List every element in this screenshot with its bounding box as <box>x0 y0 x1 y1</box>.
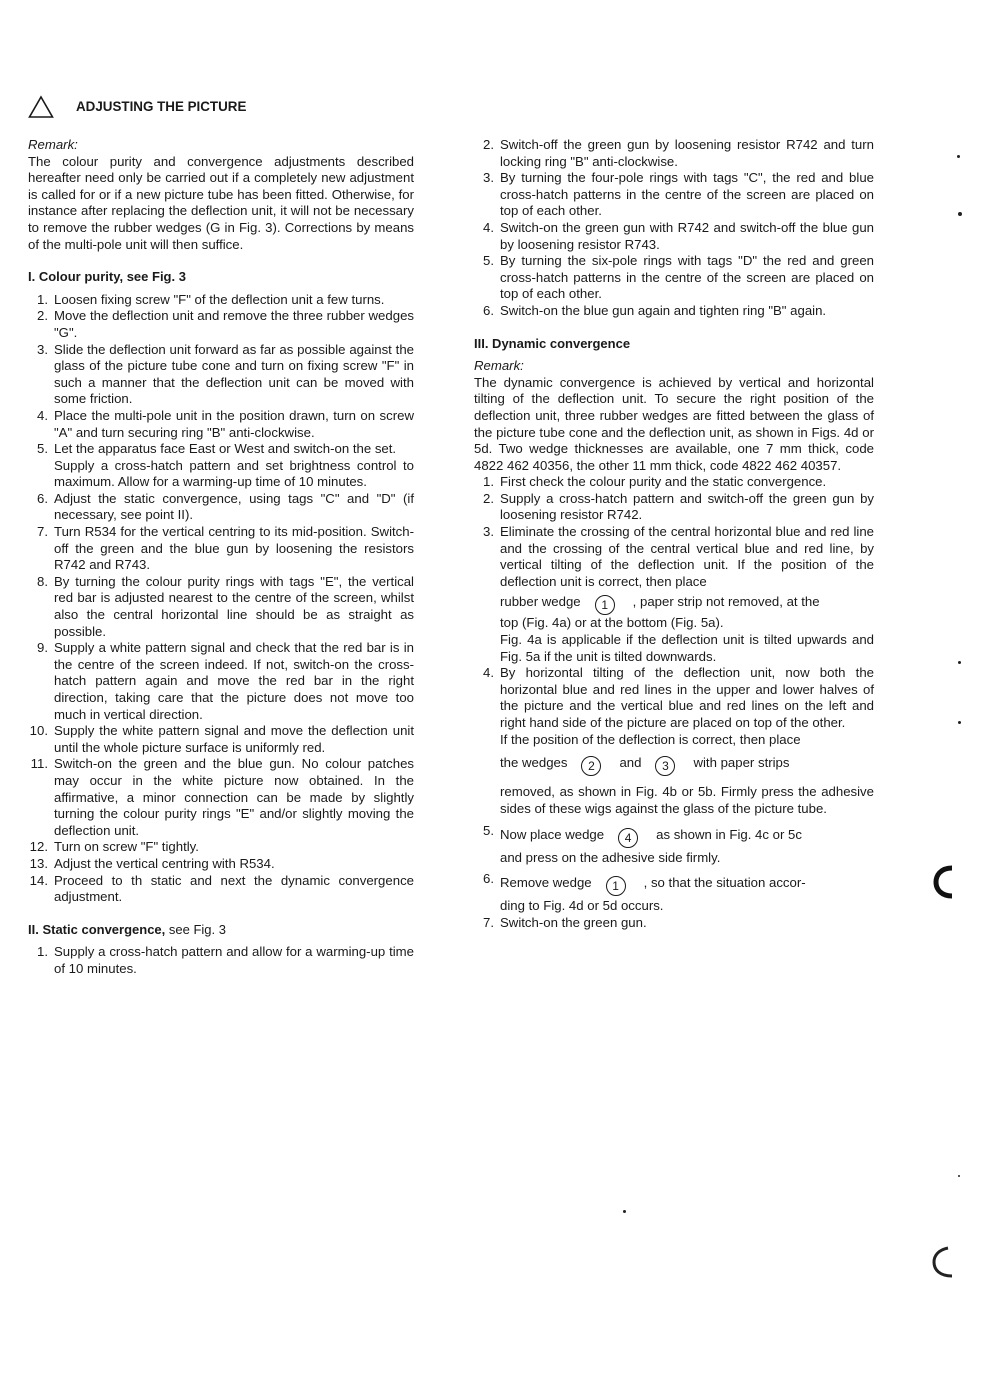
list-item <box>474 915 874 932</box>
item-text: First check the colour purity and the static convergence. <box>500 474 827 490</box>
list-item <box>474 823 874 867</box>
scan-speck <box>958 721 961 724</box>
item-text-line: By horizontal tilting of the deflection unit, now both the horizontal blue and red lines in the upper and lower halves of the picture and the vertical blue and red lines on the left and right hand side of the picture are placed on top of the other. <box>500 665 874 730</box>
wedge-pre-text: rubber wedge <box>500 594 581 610</box>
item-number: 5. <box>483 823 494 839</box>
page-title: ADJUSTING THE PICTURE <box>76 98 247 114</box>
scan-speck <box>958 212 962 216</box>
item-text-line: removed, as shown in Fig. 4b or 5b. Firmly press the adhesive sides of these wigs against the glass of the picture tube. <box>500 784 874 816</box>
dynamic-intro-paragraph: The dynamic convergence is achieved by vertical and horizontal tilting of the deflection unit. To secure the right position of the deflection unit, three rubber wedges are fitted between the glass of the picture tube cone and the deflection unit, as shown in Figs. 4d or 5d. Two wedge thicknesses are available, one 7 mm thick, code 4822 462 40356, the other 11 mm thick, code 4822 462 40357. <box>474 374 874 473</box>
item-text-line: If the position of the deflection is correct, then place <box>500 731 801 747</box>
list-item <box>474 220 874 253</box>
item-text: Place the multi-pole unit in the position drawn, turn on screw "A" and turn securing ring "B" anti-clockwise. <box>54 407 414 440</box>
wedge-number-badge: 1 <box>606 876 626 896</box>
list-item <box>28 491 414 524</box>
wedge-number-badge: 2 <box>581 756 601 776</box>
scan-speck <box>623 1210 626 1213</box>
item-text: Loosen fixing screw "F" of the deflection unit a few turns. <box>54 291 385 307</box>
item-text-line: top (Fig. 4a) or at the bottom (Fig. 5a). <box>500 615 724 631</box>
wedge-pre-text: Now place wedge <box>500 827 605 843</box>
item-text: Adjust the static convergence, using tags "C" and "D" (if necessary, see point II). <box>54 490 414 523</box>
item-number: 3. <box>483 170 494 186</box>
wedge-pre-text: Remove wedge <box>500 874 592 890</box>
list-item <box>28 756 414 839</box>
section-colour-purity-heading: I. Colour purity, see Fig. 3 <box>28 269 186 285</box>
warning-triangle-icon <box>28 95 54 119</box>
item-number: 5. <box>37 441 48 457</box>
item-number: 2. <box>37 308 48 324</box>
item-text-line: Let the apparatus face East or West and switch-on the set. <box>54 441 397 457</box>
scan-speck <box>958 661 961 664</box>
list-item <box>28 723 414 756</box>
binding-hole-mark <box>930 862 964 902</box>
binding-hole-mark <box>928 1242 962 1282</box>
item-number: 4. <box>483 219 494 235</box>
item-text: By turning the six-pole rings with tags "D" the red and green cross-hatch patterns in the centre of the screen are placed on top of each other. <box>500 253 874 302</box>
item-text <box>500 871 874 915</box>
item-number: 6. <box>37 490 48 506</box>
item-text: By turning the four-pole rings with tags "C", the red and blue cross-hatch patterns in the centre of the screen are placed on top of each other. <box>500 170 874 219</box>
item-number: 3. <box>483 524 494 540</box>
item-text-line: ding to Fig. 4d or 5d occurs. <box>500 897 664 913</box>
list-item <box>474 474 874 491</box>
list-item <box>474 303 874 320</box>
item-text: Proceed to th static and next the dynamic convergence adjustment. <box>54 872 414 905</box>
list-item <box>28 856 414 873</box>
remark-label: Remark: <box>474 358 524 374</box>
list-item <box>28 308 414 341</box>
list-item <box>28 408 414 441</box>
list-item <box>474 491 874 524</box>
item-text: Switch-on the blue gun again and tighten ring "B" again. <box>500 302 827 318</box>
item-number: 1. <box>37 291 48 307</box>
wedge-post-text: , so that the situation accor- <box>643 874 806 890</box>
colour-purity-list <box>28 292 414 906</box>
left-column <box>28 95 414 978</box>
scan-speck <box>958 1175 960 1177</box>
intro-paragraph: The colour purity and convergence adjustments described hereafter need only be carried out if a completely new adjustment is called for or if a new picture tube has been fitted. Otherwise, for instance after replacing the deflection unit, it will not be necessary to remove the rubber wedges (G in Fig. 3). Corrections by means of the multi-pole unit will then suffice. <box>28 153 414 252</box>
item-number: 7. <box>483 914 494 930</box>
list-item <box>474 253 874 303</box>
item-text: Slide the deflection unit forward as far as possible against the glass of the picture tube cone and turn on fixing screw "F" in such a manner that the deflection unit can be moved with some friction. <box>54 341 414 407</box>
item-text: Switch-off the green gun by loosening resistor R742 and turn locking ring "B" anti-clockwise. <box>500 137 874 169</box>
item-text: Supply a cross-hatch pattern and switch-off the green gun by loosening resistor R742. <box>500 490 874 523</box>
list-item <box>28 574 414 640</box>
item-text: Supply a white pattern signal and check that the red bar is in the centre of the screen indeed. If not, switch-on the cross-hatch pattern again and move the red bar in the right direction, taking care that the picture does not move too much in vertical direction. <box>54 640 414 722</box>
wedge-number-badge: 4 <box>618 828 638 848</box>
item-number: 10. <box>29 723 48 739</box>
remark-label: Remark: <box>28 137 78 152</box>
item-number: 1. <box>483 474 494 490</box>
static-convergence-list-continued <box>474 137 874 320</box>
item-text: Supply the white pattern signal and move the deflection unit until the whole picture surface is uniformly red. <box>54 723 414 755</box>
dynamic-convergence-list <box>474 474 874 931</box>
wedge-line <box>500 590 820 615</box>
item-number: 2. <box>483 490 494 506</box>
item-number: 11. <box>30 756 48 772</box>
wedge-line <box>500 748 789 778</box>
list-item <box>28 839 414 856</box>
static-convergence-list <box>28 944 414 977</box>
wedge-post-text: with paper strips <box>693 755 790 771</box>
item-text <box>54 441 414 491</box>
wedge-number-badge: 1 <box>595 595 615 615</box>
item-number: 8. <box>37 573 48 589</box>
list-item <box>28 342 414 408</box>
item-number: 4. <box>37 407 48 423</box>
item-text <box>500 524 874 665</box>
wedge-post-text: , paper strip not removed, at the <box>632 594 820 610</box>
item-text: Switch-on the green gun with R742 and switch-off the blue gun by loosening resistor R743. <box>500 219 874 252</box>
heading-see-ref: see Fig. 3 <box>168 921 226 937</box>
item-text: By turning the colour purity rings with tags "E", the vertical red bar is adjusted nearest to the centre of the screen, whilst also the central horizontal line should be as straight as possible. <box>54 573 414 639</box>
item-number: 12. <box>29 839 48 855</box>
item-text: Adjust the vertical centring with R534. <box>54 855 275 871</box>
section-dynamic-convergence-heading: III. Dynamic convergence <box>474 335 631 351</box>
item-text-line: Fig. 4a is applicable if the deflection unit is tilted upwards and Fig. 5a if the unit is tilted downwards. <box>500 632 874 664</box>
item-text: Supply a cross-hatch pattern and allow for a warming-up time of 10 minutes. <box>54 944 414 976</box>
item-number: 13. <box>29 855 48 871</box>
item-text: Switch-on the green and the blue gun. No colour patches may occur in the white picture now obtained. In the affirmative, a minor connection can be made by slightly turning the colour purity rings "E" and/or slightly moving the deflection unit. <box>54 756 414 838</box>
list-item <box>28 873 414 906</box>
item-number: 7. <box>37 524 48 540</box>
list-item <box>474 871 874 915</box>
list-item <box>28 524 414 574</box>
item-text: Switch-on the green gun. <box>500 914 647 930</box>
item-number: 6. <box>483 302 494 318</box>
right-column <box>474 137 874 931</box>
section-header <box>28 95 414 119</box>
wedge-mid-text: and <box>619 755 642 771</box>
wedge-post-text: as shown in Fig. 4c or 5c <box>656 827 802 843</box>
item-text: Move the deflection unit and remove the three rubber wedges "G". <box>54 308 414 340</box>
list-item <box>28 292 414 309</box>
item-text: Turn R534 for the vertical centring to its mid-position. Switch-off the green and the blue gun by loosening the resistors R742 and R743. <box>54 524 414 573</box>
section-static-convergence-heading <box>28 922 414 939</box>
item-number: 4. <box>483 665 494 681</box>
item-number: 14. <box>29 872 48 888</box>
item-number: 6. <box>483 870 494 886</box>
list-item <box>28 640 414 723</box>
list-item <box>474 137 874 170</box>
item-text <box>500 665 874 817</box>
list-item <box>28 944 414 977</box>
wedge-pre-text: the wedges <box>500 755 568 771</box>
item-number: 5. <box>483 253 494 269</box>
list-item <box>474 524 874 665</box>
item-text <box>500 823 874 867</box>
item-text: Turn on screw "F" tightly. <box>54 839 199 855</box>
list-item <box>28 441 414 491</box>
item-number: 3. <box>37 341 48 357</box>
item-number: 9. <box>37 640 48 656</box>
wedge-number-badge: 3 <box>655 756 675 776</box>
scan-speck <box>957 155 960 158</box>
wedge-line <box>500 871 806 896</box>
list-item <box>474 665 874 817</box>
item-number: 1. <box>37 944 48 960</box>
item-text-line: Supply a cross-hatch pattern and set brightness control to maximum. Allow for a warming-up time of 10 minutes. <box>54 457 414 490</box>
list-item <box>474 170 874 220</box>
item-text-line: Eliminate the crossing of the central horizontal blue and red line and the crossing of the central vertical blue and red line, by vertical tilting of the deflection unit. If the position of the deflection unit is correct, then place <box>500 524 874 589</box>
wedge-line <box>500 823 802 848</box>
item-number: 2. <box>483 137 494 152</box>
heading-text: II. Static convergence, <box>28 921 166 937</box>
item-text-line: and press on the adhesive side firmly. <box>500 850 721 866</box>
